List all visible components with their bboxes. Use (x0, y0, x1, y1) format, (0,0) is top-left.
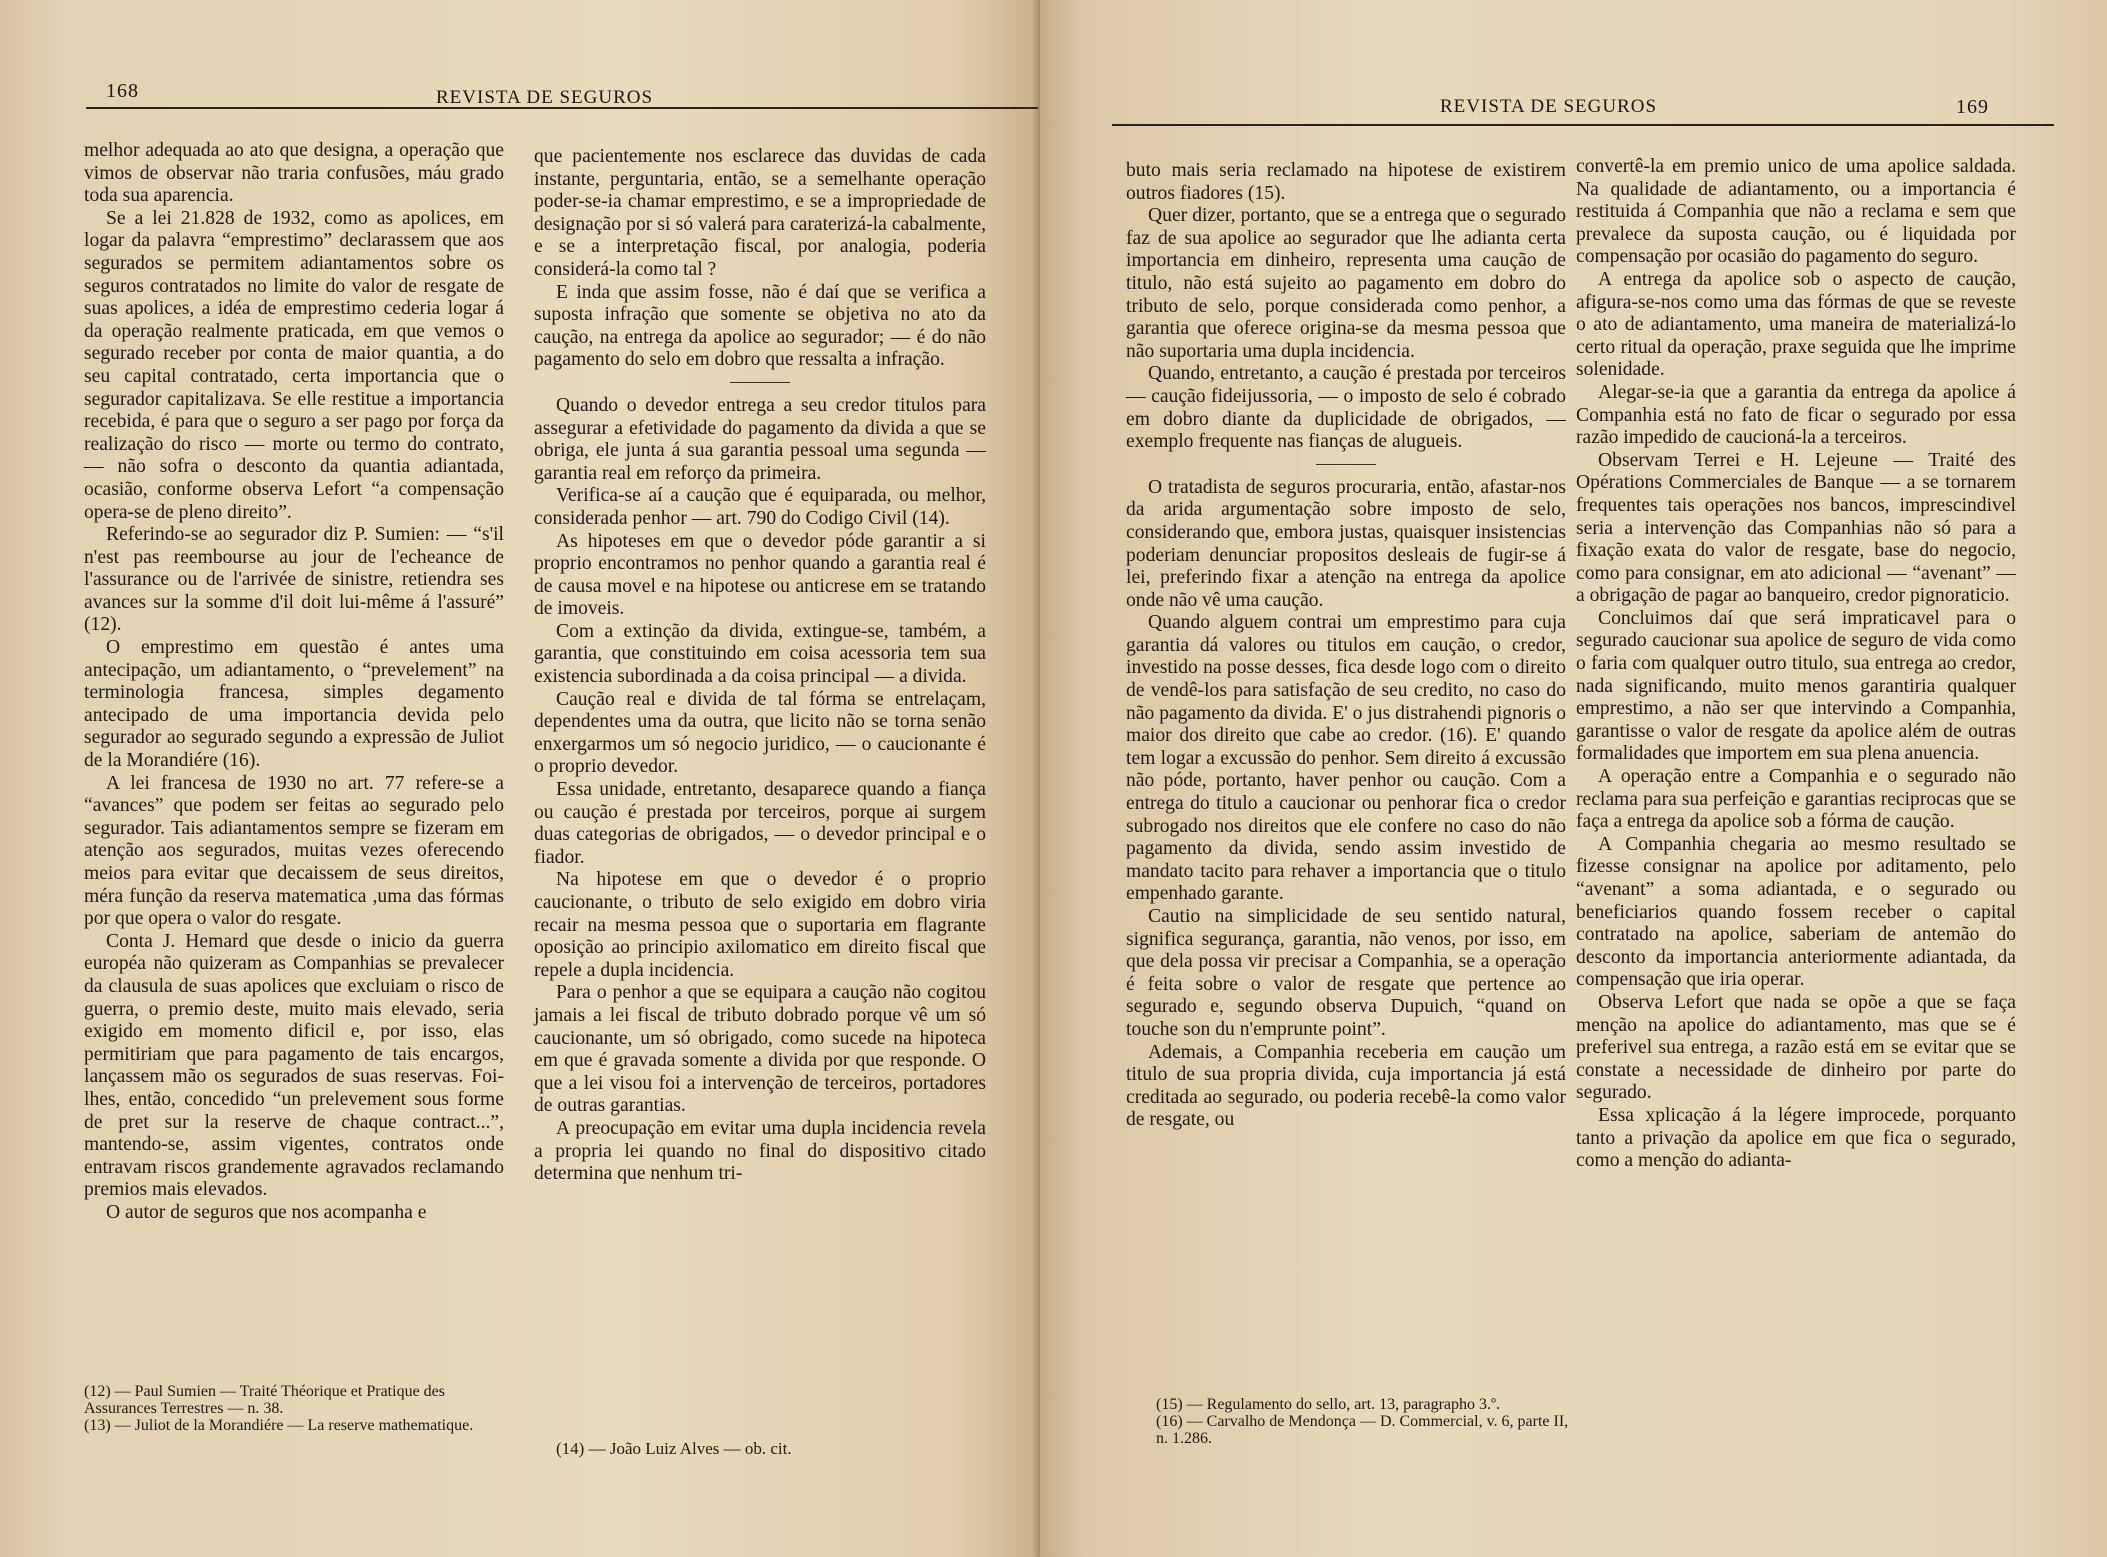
left-footnotes (84, 1383, 504, 1434)
paragraph: E inda que assim fosse, não é daí que se verifica a suposta infração que somente se objetiva no ato da caução, na entrega da apolice ao segurador; — é do não pagamento do selo em dobro que ressalta a infração. (534, 281, 986, 371)
paragraph: Quer dizer, portanto, que se a entrega que o segurado faz de sua apolice ao segurador que lhe adianta certa importancia em dinheiro, representa uma caução de titulo, não está sujeito ao pagamento em dobro do tributo de selo, porque considerada como penhor, a garantia que oferece origina-se da mesma pessoa que não suportaria uma dupla incidencia. (1126, 205, 1566, 362)
paragraph: Se a lei 21.828 de 1932, como as apolices, em logar da palavra “emprestimo” declarassem que aos segurados se permitem adiantamentos sobre os seguros contratados no limite do valor de resgate de suas apolices, a idéa de emprestimo cederia logar á da operação realmente praticada, em que vemos o segurado receber por conta de maior quantia, a do seu capital contratado, certa importancia que o segurador capitalizava. Se elle restitue a importancia recebida, é para que o seguro a ser pago por força da realização do risco — morte ou termo do contrato, — não sofra o desconto da quantia adiantada, ocasião, conforme observa Lefort “a compensação opera-se de pleno direito”. (84, 207, 504, 523)
paragraph: A Companhia chegaria ao mesmo resultado se fizesse consignar na apolice por aditamento, pelo “avenant” a soma adiantada, e o segurado ou beneficiarios quando fossem receber o capital contratado na apolice, saberiam de antemão do desconto da importancia anteriormente adiantada, da compensação que iria operar. (1576, 833, 2016, 991)
paragraph: Conta J. Hemard que desde o inicio da guerra européa não quizeram as Companhias se prevalecer da clausula de suas apolices que excluiam o risco de guerra, o premio deste, muito mais elevado, seria exigido em momento dificil e, por isso, elas permitiriam que para pagamento de tais encargos, lançassem mão os segurados de suas reservas. Foi-lhes, então, concedido “un prelevement sous forme de pret sur la reserve de chaque contract...”, mantendo-se, assim vigentes, contratos onde entravam riscos grandemente agravados reclamando premios mais elevados. (84, 930, 504, 1201)
paragraph: Quando, entretanto, a caução é prestada por terceiros — caução fideijussoria, — o imposto de selo é cobrado em dobro diante da duplicidade de obrigados, — exemplo frequente nas fianças de alugueis. (1126, 363, 1566, 453)
left-page (0, 0, 1040, 1557)
paragraph: O tratadista de seguros procuraria, então, afastar-nos da arida argumentação sobre imposto de selo, considerando que, embora justas, quaisquer insistencias poderiam denunciar propositos desleais de fugir-se á lei, preferindo fixar a atenção na entrega da apolice onde não vê uma caução. (1126, 476, 1566, 611)
left-footnote-2 (556, 1440, 976, 1457)
paragraph: Referindo-se ao segurador diz P. Sumien: — “s'il n'est pas reembourse au jour de l'echeance de l'assurance ou de l'arrivée de sinistre, retiendra ses avances sur la somme d'il doit lui-même á l'assuré” (12). (84, 524, 504, 636)
footnote: (15) — Regulamento do sello, art. 13, paragrapho 3.º. (1156, 1396, 1500, 1413)
paragraph: O emprestimo em questão é antes uma antecipação, um adiantamento, o “prevelement” na terminologia francesa, simples degamento antecipado de uma importancia devida pelo segurador ao segurado segundo a expressão de Juliot de la Morandiére (16). (84, 637, 504, 772)
paragraph: Concluimos daí que será impraticavel para o segurado caucionar sua apolice de seguro de vida como o faria com qualquer outro titulo, sua entrega ao credor, nada significando, muito menos garantiria qualquer emprestimo, a não ser que intervindo a Companhia, garantisse o valor de resgate da apolice além de outras formalidades que importem em sua plena anuencia. (1576, 607, 2016, 765)
section-divider (1316, 464, 1376, 465)
paragraph: que pacientemente nos esclarece das duvidas de cada instante, perguntaria, então, se a semelhante operação poder-se-ia chamar emprestimo, e se a impropriedade de designação por si só valerá para caraterizá-la cabalmente, e se a interpretação fiscal, por analogia, poderia considerá-la como tal ? (534, 146, 986, 280)
page-number: 169 (1956, 96, 1989, 118)
paragraph: Ademais, a Companhia receberia em caução um titulo de sua propria divida, cuja importancia já está creditada ao segurado, ou poderia recebê-la como valor de resgate, ou (1126, 1041, 1566, 1131)
section-divider (730, 382, 790, 383)
right-footnotes (1156, 1396, 1576, 1447)
paragraph: A entrega da apolice sob o aspecto de caução, afigura-se-nos como uma das fórmas de que se reveste o ato de adiantamento, uma maneira de materializá-lo certo ritual da operação, praxe seguida que lhe imprime solenidade. (1576, 268, 2016, 381)
right-page (1040, 0, 2107, 1557)
paragraph: A lei francesa de 1930 no art. 77 refere-se a “avances” que podem ser feitas ao segurado pelo segurador. Tais adiantamentos sempre se fizeram em atenção aos segurados, muitas vezes oferecendo meios para evitar que decaissem de seus direitos, méra função da reserva matematica ,uma das fórmas por que opera o valor do resgate. (84, 772, 504, 930)
paragraph: Quando alguem contrai um emprestimo para cuja garantia dá valores ou titulos em caução, o credor, investido na posse desses, fica desde logo com o direito de vendê-los para satisfação de seu credito, no caso do não pagamento da divida. E' o jus distrahendi pignoris o maior dos direito que cabe ao credor. (16). E' quando tem logar a excussão do penhor. Sem direito á excussão não póde, portanto, haver penhor ou caução. Com a entrega do titulo a caucionar ou penhorar fica o credor subrogado nos direitos que ele confere no caso do não pagamento da divida, sendo assim investido de mandato tacito para rehaver a importancia que o titulo empenhado garante. (1126, 612, 1566, 905)
paragraph: Quando o devedor entrega a seu credor titulos para assegurar a efetividade do pagamento da divida a que se obriga, ele junta á sua garantia pessoal uma segunda — garantia real em reforço da primeira. (534, 394, 986, 484)
footnote: (13) — Juliot de la Morandiére — La reserve mathematique. (84, 1417, 474, 1434)
paragraph: Na hipotese em que o devedor é o proprio caucionante, o tributo de selo exigido em dobro viria recair na mesma pessoa que o suportaria em flagrante oposição ao principio axilomatico em direito fiscal que repele a dupla incidencia. (534, 869, 986, 981)
footnote: (12) — Paul Sumien — Traité Théorique et Pratique des Assurances Terrestres — n. 38. (84, 1383, 445, 1417)
paragraph: Alegar-se-ia que a garantia da entrega da apolice á Companhia está no fato de ficar o segurado por essa razão impedido de caucioná-la a terceiros. (1576, 381, 2016, 449)
paragraph: Verifica-se aí a caução que é equiparada, ou melhor, considerada penhor — art. 790 do Codigo Civil (14). (534, 485, 986, 529)
running-header: REVISTA DE SEGUROS (436, 87, 654, 108)
running-header: REVISTA DE SEGUROS (1440, 96, 1658, 117)
footnote: (16) — Carvalho de Mendonça — D. Commercial, v. 6, parte II, n. 1.286. (1156, 1413, 1569, 1447)
paragraph: Observam Terrei e H. Lejeune — Traité des Opérations Commerciales de Banque — a se tornarem frequentes tais operações nos bancos, imprescindivel seria a intervenção das Companhias não só para a fixação exata do valor de resgate, base do negocio, como para consignar, em ato adicional — “avenant” — a obrigação de pagar ao banqueiro, credor pignoraticio. (1576, 449, 2016, 607)
page-number: 168 (106, 80, 139, 102)
paragraph: Essa unidade, entretanto, desaparece quando a fiança ou caução é prestada por terceiros, porque ai surgem duas categorias de obrigados, — o devedor principal e o fiador. (534, 779, 986, 868)
paragraph: As hipoteses em que o devedor póde garantir a si proprio encontramos no penhor quando a garantia real é de causa movel e na hipotese ou anticrese em se tratando de imoveis. (534, 530, 986, 620)
paragraph: buto mais seria reclamado na hipotese de existirem outros fiadores (15). (1126, 160, 1566, 204)
right-column-2 (1576, 156, 2016, 1173)
paragraph: Observa Lefort que nada se opõe a que se faça menção na apolice do adiantamento, mas que se é preferivel sua entrega, a razão está em se evitar que se constate a necessidade de dinheiro por parte do segurado. (1576, 991, 2016, 1104)
paragraph: Essa xplicação á la légere improcede, porquanto tanto a privação da apolice em que fica o segurado, como a menção do adianta- (1576, 1104, 2016, 1172)
paragraph: convertê-la em premio unico de uma apolice saldada. Na qualidade de adiantamento, ou a importancia é restituida á Companhia que não a reclama e sem que prevalece da suposta caução, ou é liquidada por compensação por ocasião do pagamento do seguro. (1576, 156, 2016, 268)
paragraph: Para o penhor a que se equipara a caução não cogitou jamais a lei fiscal de tributo dobrado porque vê um só caucionante, um só obrigado, como sucede na hipoteca em que é gravada somente a divida por que responde. O que a lei visou foi a intervenção de terceiros, portadores de outras garantias. (534, 982, 986, 1117)
left-column-2 (534, 146, 986, 1186)
paragraph: O autor de seguros que nos acompanha e (106, 1201, 427, 1223)
header-rule (86, 107, 1038, 109)
paragraph: melhor adequada ao ato que designa, a operação que vimos de observar não traria confusões, máu grado toda sua aparencia. (84, 140, 504, 207)
left-column-1 (84, 140, 504, 1225)
paragraph: Com a extinção da divida, extingue-se, também, a garantia, que constituindo em coisa acessoria tem sua existencia subordinada a da coisa principal — a divida. (534, 620, 986, 688)
paragraph: A operação entre a Companhia e o segurado não reclama para sua perfeição e garantias reciprocas que se faça a entrega da apolice sob a fórma de caução. (1576, 766, 2016, 833)
right-column-1 (1126, 160, 1566, 1132)
paragraph: Caução real e divida de tal fórma se entrelaçam, dependentes uma da outra, que licito não se torna senão enxergarmos um só negocio juridico, — o caucionante é o proprio devedor. (534, 688, 986, 778)
paragraph: A preocupação em evitar uma dupla incidencia revela a propria lei quando no final do dispositivo citado determina que nenhum tri- (534, 1117, 986, 1185)
paragraph: Cautio na simplicidade de seu sentido natural, significa segurança, garantia, não venos, por isso, em que dela possa vir precisar a Companhia, se a operação é feita sobre o valor de resgate que pertence ao segurado e, segundo observa Dupuich, “quand on touche son du n'emprunte point”. (1126, 906, 1566, 1040)
header-rule (1112, 124, 2054, 126)
footnote: (14) — João Luiz Alves — ob. cit. (556, 1439, 792, 1458)
